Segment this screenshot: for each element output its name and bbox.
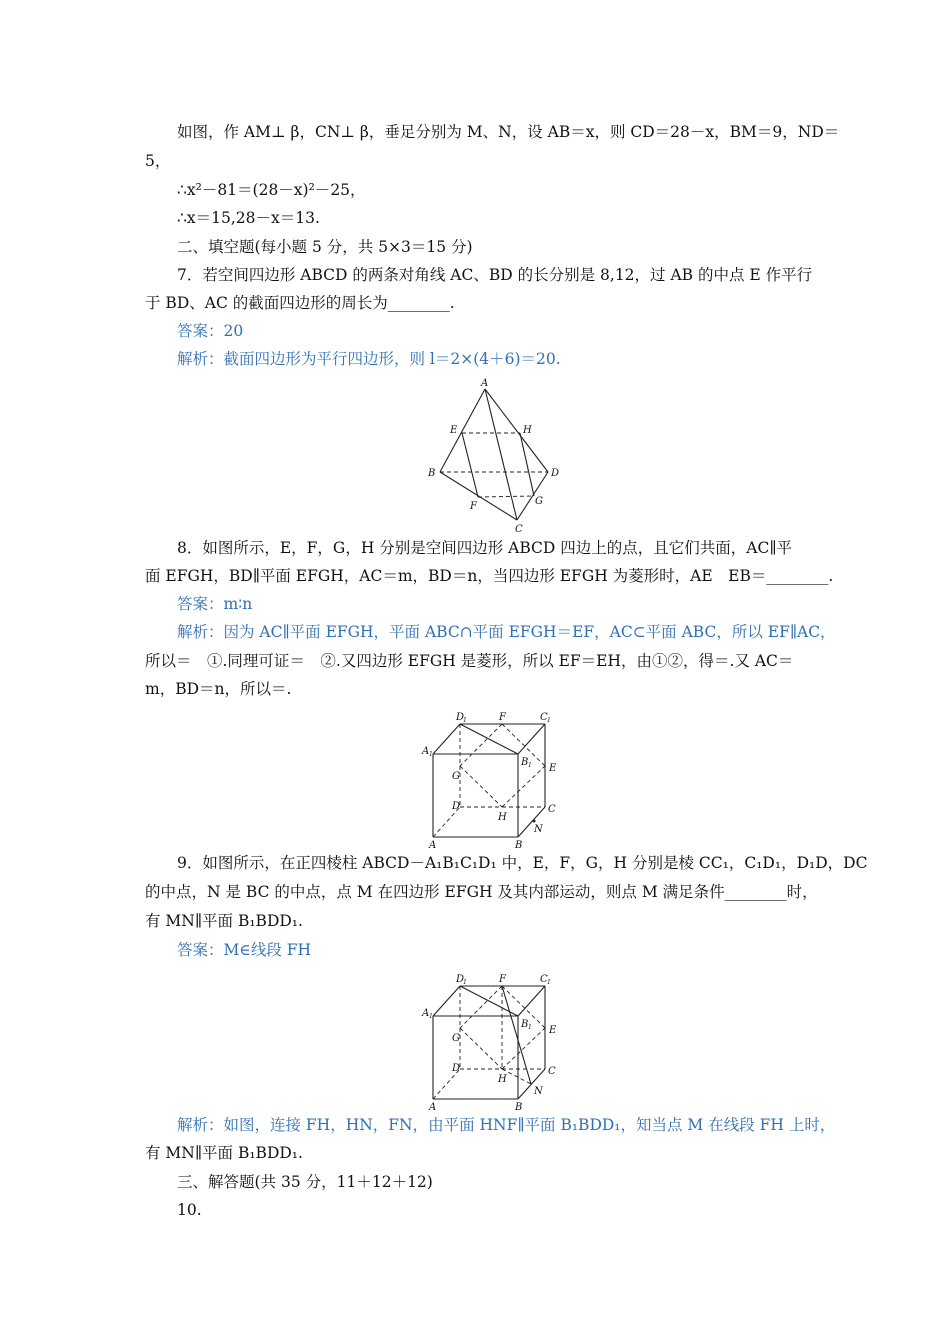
text-line: ∴x＝15,28－x＝13. <box>177 209 320 227</box>
text-line: 有 MN∥平面 B₁BDD₁. <box>145 1144 303 1162</box>
svg-text:1: 1 <box>528 762 532 769</box>
label-H: H <box>523 425 532 436</box>
analysis-8: 解析：因为 AC∥平面 EFGH，平面 ABC∩平面 EFGH＝EF，AC⊂平面 ABC，所以 EF∥AC， <box>177 623 836 641</box>
text-line: m，BD＝n，所以＝. <box>145 680 292 698</box>
label-F: F <box>470 501 477 512</box>
label-B: B <box>515 840 523 851</box>
label-A: A <box>429 840 437 851</box>
svg-text:1: 1 <box>463 979 467 986</box>
svg-text:1: 1 <box>547 979 551 986</box>
svg-text:1: 1 <box>463 717 467 724</box>
label-E: E <box>549 763 557 774</box>
label-D: D <box>551 468 560 479</box>
text-line: 有 MN∥平面 B₁BDD₁. <box>145 912 303 930</box>
svg-text:1: 1 <box>429 751 433 758</box>
section-heading: 三、解答题(共 35 分，11＋12＋12) <box>177 1173 433 1191</box>
label-C1: C <box>540 712 548 723</box>
label-C1: C <box>540 974 548 985</box>
text-line: 面 EFGH，BD∥平面 EFGH，AC＝m，BD＝n，当四边形 EFGH 为菱形时，AE EB＝________. <box>145 567 834 585</box>
label-B: B <box>428 468 436 479</box>
prism-figure-2 <box>418 970 568 1115</box>
label-H: H <box>498 812 507 823</box>
analysis-9: 解析：如图，连接 FH，HN，FN，由平面 HNF∥平面 B₁BDD₁，知当点 M 在线段 FH 上时， <box>177 1116 836 1134</box>
label-B1: B <box>521 1019 529 1030</box>
question-10: 10. <box>177 1201 202 1219</box>
label-A: A <box>481 378 489 389</box>
text-line: 所以＝ ①.同理可证＝ ②.又四边形 EFGH 是菱形，所以 EF＝EH，由①②，得＝.又 AC＝ <box>145 652 794 670</box>
label-E: E <box>549 1025 557 1036</box>
svg-text:1: 1 <box>528 1024 532 1031</box>
section-heading: 二、填空题(每小题 5 分，共 5×3＝15 分) <box>177 238 473 256</box>
label-N: N <box>534 824 543 835</box>
label-A: A <box>429 1102 437 1113</box>
tetrahedron-figure <box>420 375 570 535</box>
label-G: G <box>535 496 543 507</box>
text-line: 的中点，N 是 BC 的中点，点 M 在四边形 EFGH 及其内部运动，则点 M 满足条件________时， <box>145 883 818 901</box>
label-B: B <box>515 1102 523 1113</box>
answer-9: 答案：M∈线段 FH <box>177 941 312 959</box>
label-A1: A <box>422 1008 430 1019</box>
label-G: G <box>452 771 460 782</box>
label-D: D <box>452 1063 461 1074</box>
question-8: 8．如图所示，E，F，G，H 分别是空间四边形 ABCD 四边上的点，且它们共面，AC∥平 <box>177 539 792 557</box>
label-N: N <box>534 1086 543 1097</box>
label-F: F <box>499 712 506 723</box>
label-C: C <box>548 1066 556 1077</box>
text-line: 5， <box>145 152 171 170</box>
label-D1: D <box>456 712 465 723</box>
label-H: H <box>498 1074 507 1085</box>
svg-text:1: 1 <box>547 717 551 724</box>
label-B1: B <box>521 757 529 768</box>
text-line: ∴x²－81＝(28－x)²－25， <box>177 181 366 199</box>
text-line: 于 BD、AC 的截面四边形的周长为________. <box>145 294 455 312</box>
label-G: G <box>452 1033 460 1044</box>
label-C: C <box>515 524 523 535</box>
prism-figure-1 <box>418 708 568 853</box>
label-D: D <box>452 801 461 812</box>
svg-text:1: 1 <box>429 1013 433 1020</box>
label-C: C <box>548 804 556 815</box>
analysis-7: 解析：截面四边形为平行四边形，则 l＝2×(4＋6)＝20. <box>177 350 561 368</box>
text-line: 如图，作 AM⊥ β，CN⊥ β，垂足分别为 M、N，设 AB＝x，则 CD＝28－x，BM＝9，ND＝ <box>177 123 840 141</box>
label-A1: A <box>422 746 430 757</box>
label-F: F <box>499 974 506 985</box>
answer-8: 答案：m∶n <box>177 595 253 613</box>
label-D1: D <box>456 974 465 985</box>
label-E: E <box>450 425 458 436</box>
answer-7: 答案：20 <box>177 322 244 340</box>
question-7: 7．若空间四边形 ABCD 的两条对角线 AC、BD 的长分别是 8,12，过 AB 的中点 E 作平行 <box>177 266 813 284</box>
question-9: 9．如图所示，在正四棱柱 ABCD－A₁B₁C₁D₁ 中，E，F，G，H 分别是棱 CC₁，C₁D₁，D₁D，DC <box>177 854 868 872</box>
